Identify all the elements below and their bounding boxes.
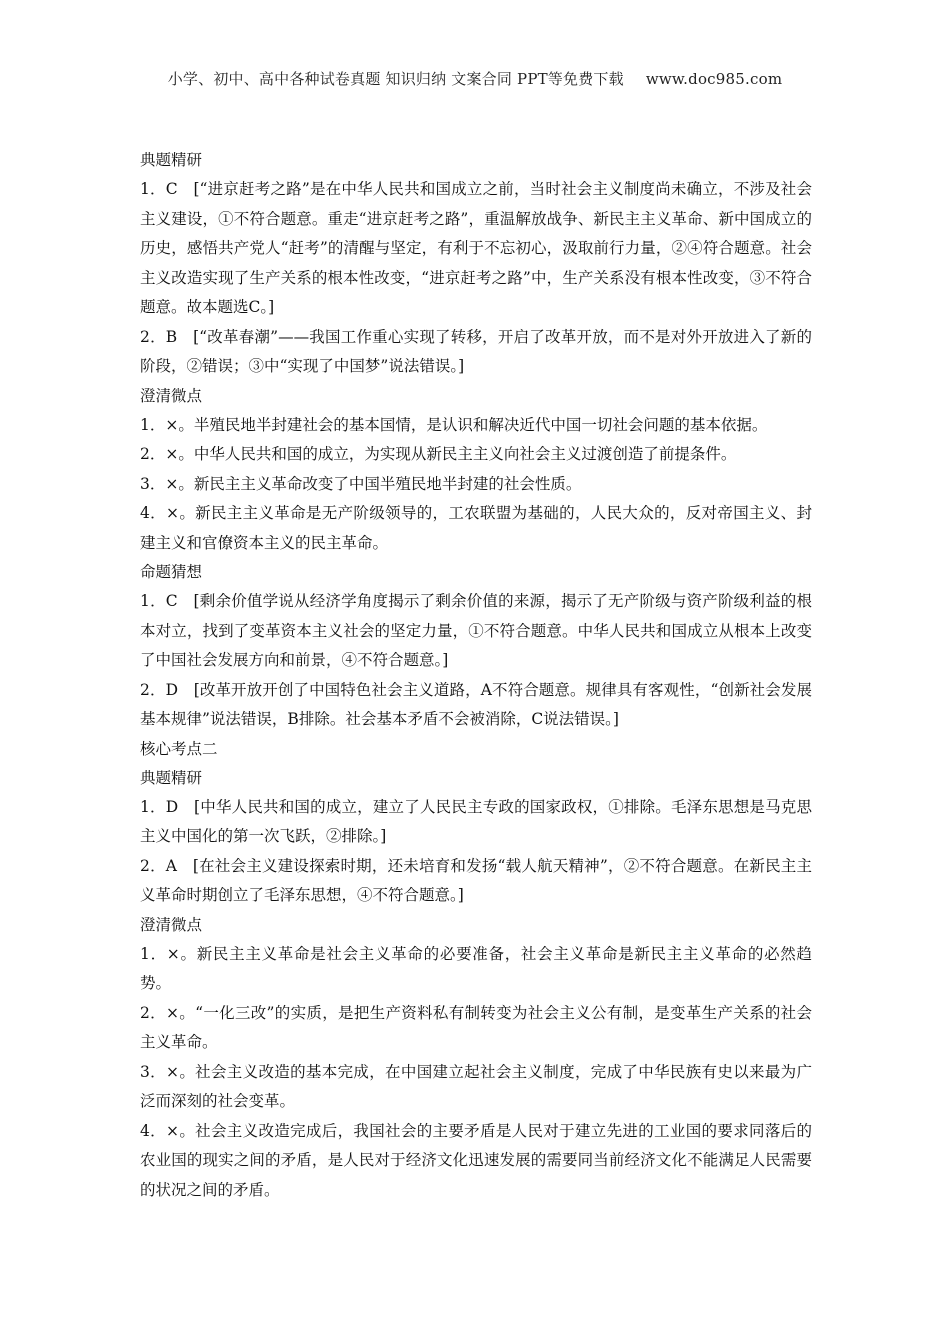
header-site: www.doc985.com: [645, 70, 783, 88]
answer-paragraph: 2．×。中华人民共和国的成立，为实现从新民主主义向社会主义过渡创造了前提条件。: [140, 445, 737, 463]
page-header: [0, 68, 950, 89]
answer-paragraph: 1．C [剩余价值学说从经济学角度揭示了剩余价值的来源，揭示了无产阶级与资产阶级利益的根本对立，找到了变革资本主义社会的坚定力量，①不符合题意。中华人民共和国成立从根本上改变了中国社会发展方向和前景，④不符合题意。]: [140, 592, 812, 669]
answer-paragraph: 1．C [“进京赶考之路”是在中华人民共和国成立之前，当时社会主义制度尚未确立，不涉及社会主义建设，①不符合题意。重走“进京赶考之路”，重温解放战争、新民主主义革命、新中国成立的历史，感悟共产党人“赶考”的清醒与坚定，有利于不忘初心，汲取前行力量，②④符合题意。社会主义改造实现了生产关系的根本性改变，“进京赶考之路”中，生产关系没有根本性改变，③不符合题意。故本题选C。]: [140, 180, 812, 316]
answer-paragraph: 2．×。“一化三改”的实质，是把生产资料私有制转变为社会主义公有制，是变革生产关系的社会主义革命。: [140, 1003, 812, 1051]
section-heading: 典题精研: [140, 151, 203, 169]
document-body: [140, 146, 812, 1205]
answer-paragraph: 2．B [“改革春潮”——我国工作重心实现了转移，开启了改革开放，而不是对外开放进入了新的阶段，②错误；③中“实现了中国梦”说法错误。]: [140, 327, 812, 375]
section-heading: 命题猜想: [140, 563, 203, 581]
answer-paragraph: 2．A [在社会主义建设探索时期，还未培育和发扬“载人航天精神”，②不符合题意。在新民主主义革命时期创立了毛泽东思想，④不符合题意。]: [140, 856, 812, 904]
section-heading: 典题精研: [140, 768, 203, 787]
section-heading: 澄清微点: [140, 915, 203, 934]
section-heading: 澄清微点: [140, 386, 203, 405]
answer-paragraph: 1．×。半殖民地半封建社会的基本国情，是认识和解决近代中国一切社会问题的基本依据。: [140, 415, 768, 434]
header-text: 小学、初中、高中各种试卷真题 知识归纳 文案合同 PPT等免费下载: [167, 70, 624, 88]
answer-paragraph: 1．D [中华人民共和国的成立，建立了人民民主专政的国家政权，①排除。毛泽东思想是马克思主义中国化的第一次飞跃，②排除。]: [140, 797, 812, 845]
answer-paragraph: 3．×。社会主义改造的基本完成，在中国建立起社会主义制度，完成了中华民族有史以来最为广泛而深刻的社会变革。: [140, 1062, 812, 1110]
answer-paragraph: 4．×。社会主义改造完成后，我国社会的主要矛盾是人民对于建立先进的工业国的要求同落后的农业国的现实之间的矛盾，是人民对于经济文化迅速发展的需要同当前经济文化不能满足人民需要的状况之间的矛盾。: [140, 1121, 812, 1199]
section-heading: 核心考点二: [140, 739, 218, 758]
answer-paragraph: 2．D [改革开放开创了中国特色社会主义道路，A不符合题意。规律具有客观性，“创新社会发展基本规律”说法错误，B排除。社会基本矛盾不会被消除，C说法错误。]: [140, 680, 812, 728]
answer-paragraph: 3．×。新民主主义革命改变了中国半殖民地半封建的社会性质。: [140, 474, 582, 493]
answer-paragraph: 1．×。新民主主义革命是社会主义革命的必要准备，社会主义革命是新民主主义革命的必然趋势。: [140, 944, 812, 992]
answer-paragraph: 4．×。新民主主义革命是无产阶级领导的，工农联盟为基础的，人民大众的，反对帝国主义、封建主义和官僚资本主义的民主革命。: [140, 504, 812, 552]
